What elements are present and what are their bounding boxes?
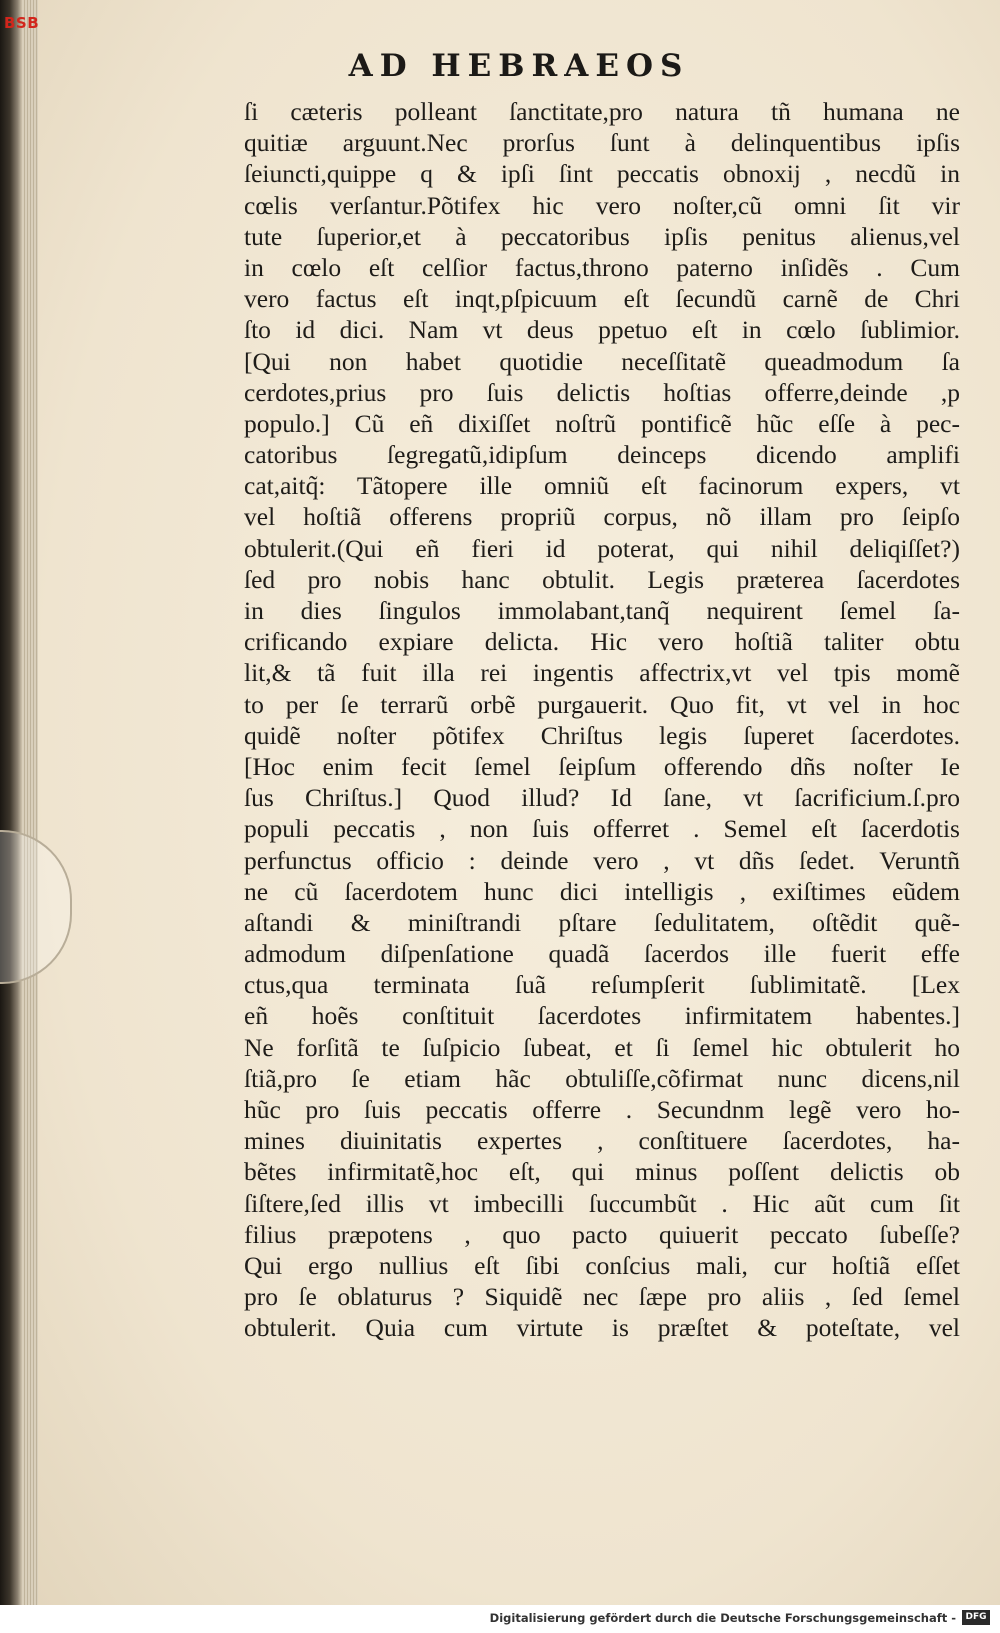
library-stamp: BSB	[4, 14, 40, 32]
text-line: filius præpotens , quo pacto quiuerit peccato ſubeſſe?	[244, 1219, 960, 1249]
text-line: ne cũ ſacerdotem hunc dici intelligis , exiſtimes eũdem	[244, 876, 960, 906]
text-line: mines diuinitatis expertes , conſtituere ſacerdotes, ha-	[244, 1126, 960, 1156]
text-line: perfunctus officio : deinde vero , vt dñs ſedet. Veruntñ	[244, 845, 960, 875]
text-line: ſi cæteris polleant ſanctitate,pro natura tñ humana ne	[244, 97, 960, 126]
text-line: obtulerit. Quia cum virtute is præſtet & poteſtate, vel	[244, 1313, 960, 1343]
text-line: ſeiuncti,quippe q & ipſi ſint peccatis obnoxij , necdũ in	[244, 159, 960, 189]
footer-credit: Digitalisierung gefördert durch die Deutsche Forschungsgemeinschaft -	[489, 1611, 956, 1625]
text-line: to per ſe terrarũ orbẽ purgauerit. Quo fit, vt vel in hoc	[244, 689, 960, 719]
text-line: vero factus eſt inqt,pſpicuum eſt ſecundũ carnẽ de Chri	[244, 284, 960, 314]
text-line: quidẽ noſter põtifex Chriſtus legis ſuperet ſacerdotes.	[244, 720, 960, 750]
text-line: ſiſtere,ſed illis vt imbecilli ſuccumbũt . Hic aũt cum ſit	[244, 1188, 960, 1218]
text-line: ctus,qua terminata ſuã reſumpſerit ſublimitatẽ. [Lex	[244, 970, 960, 1000]
text-line: crificando expiare delicta. Hic vero hoſtiã taliter obtu	[244, 627, 960, 657]
book-spine	[0, 0, 22, 1605]
text-line: cœlis verſantur.Põtifex hic vero noſter,cũ omni ſit vir	[244, 190, 960, 220]
text-line: obtulerit.(Qui eñ fieri id poterat, qui nihil deliqiſſet?)	[244, 533, 960, 563]
running-head: AD HEBRAEOS	[348, 48, 690, 84]
text-line: ſed pro nobis hanc obtulit. Legis præterea ſacerdotes	[244, 564, 960, 594]
text-line: tute ſuperior,et à peccatoribus ipſis penitus alienus,vel	[244, 221, 960, 251]
page-text-block	[244, 96, 960, 1344]
text-line: Ne forſitã te ſuſpicio ſubeat, et ſi ſemel hic obtulerit ho	[244, 1032, 960, 1062]
text-line: vel hoſtiã offerens propriũ corpus, nõ illam pro ſeipſo	[244, 502, 960, 532]
text-line: hũc pro ſuis peccatis offerre . Secundnm legẽ vero ho-	[244, 1095, 960, 1124]
text-line: ſto id dici. Nam vt deus ppetuo eſt in cœlo ſublimior.	[244, 315, 960, 345]
text-line: Qui ergo nullius eſt ſibi conſcius mali, cur hoſtiã eſſet	[244, 1250, 960, 1280]
text-line: in cœlo eſt celſior factus,throno paterno inſidẽs . Cum	[244, 252, 960, 282]
book-page	[38, 0, 1000, 1605]
text-line: [Qui non habet quotidie neceſſitatẽ queadmodum ſa	[244, 346, 960, 376]
text-line: ſus Chriſtus.] Quod illud? Id ſane, vt ſacrificium.ſ.pro	[244, 783, 960, 813]
text-line: eñ hoẽs conſtituit ſacerdotes infirmitatem habentes.]	[244, 1001, 960, 1031]
text-line: quitiæ arguunt.Nec prorſus ſunt à delinquentibus ipſis	[244, 128, 960, 158]
dfg-logo: DFG	[962, 1610, 990, 1625]
text-line: in dies ſingulos immolabant,tanq̃ nequirent ſemel ſa-	[244, 596, 960, 625]
text-line: lit,& tã fuit illa rei ingentis affectrix,vt vel tpis momẽ	[244, 658, 960, 688]
text-line: [Hoc enim fecit ſemel ſeipſum offerendo dñs noſter Ie	[244, 751, 960, 781]
digitization-footer	[0, 1605, 1000, 1633]
text-line: cerdotes,prius pro ſuis delictis hoſtias offerre,deinde ,p	[244, 377, 960, 407]
text-line: catoribus ſegregatũ,idipſum deinceps dicendo amplifi	[244, 440, 960, 470]
page-edges	[22, 0, 38, 1605]
text-line: cat,aitq̃: Tãtopere ille omniũ eſt facinorum expers, vt	[244, 471, 960, 501]
text-line: aſtandi & miniſtrandi pſtare ſedulitatem, oſtẽdit quẽ-	[244, 907, 960, 937]
text-line: ſtiã,pro ſe etiam hãc obtuliſſe,cõfirmat nunc dicens,nil	[244, 1063, 960, 1093]
text-line: pro ſe oblaturus ? Siquidẽ nec ſæpe pro aliis , ſed ſemel	[244, 1282, 960, 1312]
text-line: bẽtes infirmitatẽ,hoc eſt, qui minus poſſent delictis ob	[244, 1157, 960, 1187]
text-line: populi peccatis , non ſuis offerret . Semel eſt ſacerdotis	[244, 814, 960, 844]
text-line: populo.] Cũ eñ dixiſſet noſtrũ pontificẽ hũc eſſe à pec-	[244, 408, 960, 438]
text-line: admodum diſpenſatione quadã ſacerdos ille fuerit effe	[244, 939, 960, 969]
